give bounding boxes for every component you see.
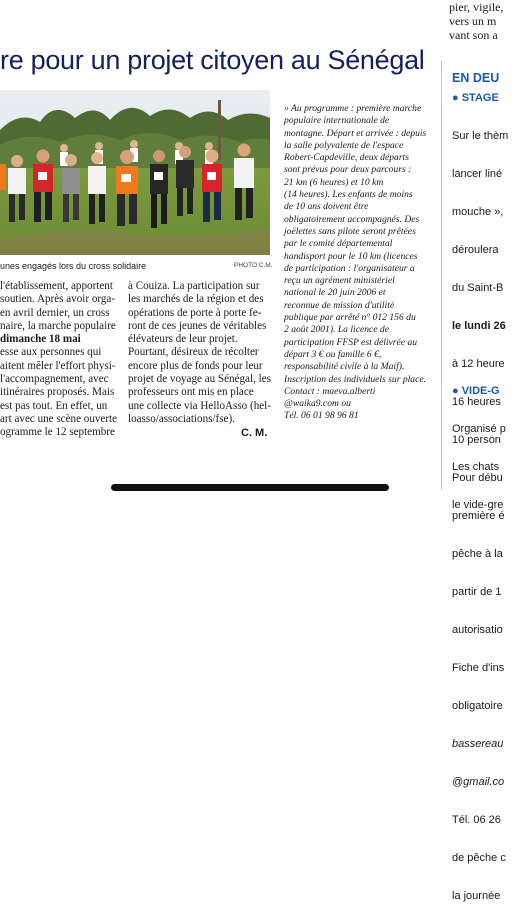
stage-line: autorisatio <box>452 623 503 636</box>
stage-line: la journée <box>452 889 501 902</box>
adjacent-line: vers un m <box>449 14 497 28</box>
stage-line: 10 person <box>452 434 501 447</box>
stage-line: de pêche c <box>452 851 506 864</box>
vide-grenier-section-title: ● VIDE-G <box>452 385 500 397</box>
stage-line: déroulera <box>452 244 499 257</box>
article-byline: C. M. <box>241 427 268 439</box>
adjacent-line: pier, vigile, <box>449 0 504 14</box>
article-body-left: l'établissement, apportent soutien. Après avoir orga- en avril dernier, un cross naire, la marche populaire dimanche 18 mai esse aux personnes qui aitent mêler l'effort physi- l'accompagnement, avec itinéraires proposés. Mais est pas tout. En effet, un art avec une scène ouverte ogramme le 12 septembre <box>0 280 118 439</box>
stage-line: 16 heures <box>452 396 501 409</box>
programme-details: » Au programme : première marche populaire internationale de montagne. Départ et arrivée : depuis la salle polyvalente de l'espace Robert-Capdeville, deux départs sont prévus pour deux parcours : 21 km (6 heures) et 10 km (14 heures). Les enfants de moins de 10 ans doivent être obligatoirement accompagnés. Des joëlettes sans pilote seront prêtées par le comité départemental handisport pour le 10 km (licences de participation : l'organisateur a reçu un agrément ministériel national le 20 juin 2006 et reconnue de mission d'utilité publique par arrêté n° 012 156 du 2 août 2001). La licence de participation FFSP est délivrée au départ 3 € ou famille 6 €, responsabilité civile à la Maif). Inscription des individuels sur place. Contact : maeva.alberti @waika9.com ou Tél. 06 01 98 96 81 <box>284 103 427 422</box>
vide-line: Les chats <box>452 461 500 474</box>
stage-line: partir de 1 <box>452 585 502 598</box>
stage-line: @gmail.co <box>452 775 505 788</box>
stage-section-title: ● STAGE <box>452 92 499 104</box>
article-headline: re pour un projet citoyen au Sénégal <box>0 45 425 75</box>
cross-country-runners-photo <box>0 90 270 255</box>
event-date: dimanche 18 mai <box>0 333 81 346</box>
stage-line: Tél. 06 26 <box>452 813 501 826</box>
vide-line: Organisé p <box>452 423 506 436</box>
article-body-middle: à Couiza. La participation sur les marchés de la région et des opérations de porte à porte fe- ront de ces jeunes de véritables élévateurs de leur projet. Pourtant, désireux de récolter encore plus de fonds pour leur projet de voyage au Sénégal, les professeurs ont mis en place une collecte via HelloAsso (hel- loasso/associations/fse). <box>128 280 271 425</box>
stage-line: bassereau <box>452 737 504 750</box>
stage-line: à 12 heure <box>452 358 505 371</box>
article-photo <box>0 90 270 255</box>
stage-line: le lundi 26 <box>452 320 506 333</box>
stage-line: mouche », <box>452 206 504 219</box>
column-divider <box>441 60 442 490</box>
adjacent-article-fragment <box>449 0 509 42</box>
stage-line: du Saint-B <box>452 282 504 295</box>
stage-line: lancer liné <box>452 168 503 181</box>
stage-line: première é <box>452 510 505 522</box>
stage-line: Fiche d'ins <box>452 661 505 674</box>
vide-grenier-section-body <box>452 398 512 525</box>
stage-line: Pour débu <box>452 472 503 485</box>
photo-credit: PHOTO C.M. <box>234 262 273 269</box>
stage-line: obligatoire <box>452 699 503 712</box>
adjacent-line: vant son a <box>449 28 498 42</box>
stage-line: pêche à la <box>452 547 503 560</box>
vide-line: le vide-gre <box>452 499 504 512</box>
home-indicator-bar[interactable] <box>111 484 389 491</box>
sidebar-title: EN DEU <box>452 71 500 85</box>
stage-line: Sur le thèm <box>452 130 509 143</box>
photo-caption: unes engagés lors du cross solidaire <box>0 261 147 271</box>
